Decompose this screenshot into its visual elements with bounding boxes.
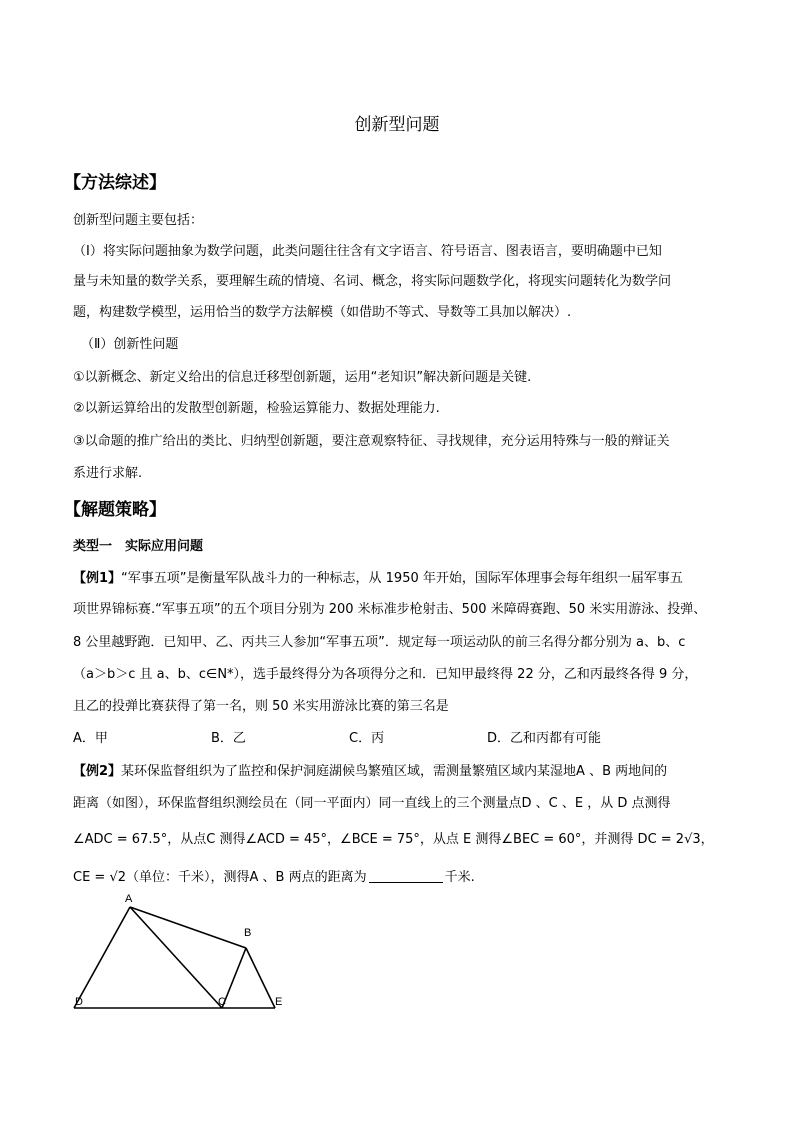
option-b: B．乙 (211, 731, 246, 746)
line-ab (130, 907, 246, 948)
method-item3-line1: ③以命题的推广给出的类比、归纳型创新题，要注意观察特征、寻找规律，充分运用特殊与一般的辩证关 (73, 434, 670, 449)
point-label-a: A (125, 893, 133, 905)
line-be (246, 948, 275, 1008)
example2-line2: 距离（如图），环保监督组织测绘员在（同一平面内）同一直线上的三个测量点D 、C 、E ，从 D 点测得 (73, 796, 671, 811)
line-ac (130, 907, 222, 1008)
example2-text4a: CE = √2（单位：千米），测得A 、B 两点的距离为 (73, 870, 367, 885)
example2-text4b: 千米. (444, 870, 475, 885)
example2-text1: 某环保监督组织为了监控和保护洞庭湖候鸟繁殖区域，需测量繁殖区域内某湿地A 、B 两地间的 (121, 764, 668, 779)
example2-tag: 【例2】 (73, 764, 122, 779)
point-label-c: C (218, 996, 226, 1008)
method-intro: 创新型问题主要包括： (73, 213, 204, 228)
method-part1-line1: （Ⅰ）将实际问题抽象为数学问题，此类问题往往含有文字语言、符号语言、图表语言，要明确题中已知 (73, 244, 662, 259)
type1-heading: 类型一 实际应用问题 (73, 539, 204, 554)
example1-line4: （a＞b＞c 且 a、b、c∈N*），选手最终得分为各项得分之和．已知甲最终得 22 分，乙和丙最终各得 9 分， (73, 667, 698, 682)
page-title: 创新型问题 (354, 115, 440, 135)
method-item1: ①以新概念、新定义给出的信息迁移型创新题，运用“老知识”解决新问题是关键. (73, 370, 532, 385)
method-part1-line2: 量与未知量的数学关系，要理解生疏的情境、名词、概念，将实际问题数学化，将现实问题转化为数学问 (73, 274, 672, 289)
example1-line2: 项世界锦标赛.“军事五项”的五个项目分别为 200 米标准步枪射击、500 米障碍赛跑、50 米实用游泳、投弹、 (73, 602, 707, 617)
option-d: D．乙和丙都有可能 (487, 731, 602, 746)
point-label-d: D (75, 996, 83, 1008)
example1-line3: 8 公里越野跑．已知甲、乙、丙共三人参加“军事五项”．规定每一项运动队的前三名得分都分别为 a、b、c (73, 635, 686, 650)
method-part1-line3: 题，构建数学模型，运用恰当的数学方法解模（如借助不等式、导数等工具加以解决）. (73, 305, 572, 320)
example2-line3: ∠ADC = 67.5°，从点C 测得∠ACD = 45°，∠BCE = 75°，从点 E 测得∠BEC = 60°，并测得 DC = 2√3， (73, 832, 714, 847)
method-item3-line2: 系进行求解. (73, 466, 143, 481)
line-da (74, 907, 130, 1008)
strategy-heading: 【解题策略】 (64, 500, 166, 520)
point-label-e: E (275, 996, 283, 1008)
example1-text1: “军事五项”是衡量军队战斗力的一种标志，从 1950 年开始，国际军体理事会每年组织一届军事五 (121, 571, 683, 586)
method-heading: 【方法综述】 (64, 173, 166, 193)
option-a: A．甲 (73, 731, 108, 746)
method-part2: （Ⅱ）创新性问题 (81, 337, 179, 352)
example1-line5: 且乙的投弹比赛获得了第一名，则 50 米实用游泳比赛的第三名是 (73, 699, 449, 714)
method-item2: ②以新运算给出的发散型创新题，检验运算能力、数据处理能力. (73, 401, 440, 416)
example1-tag: 【例1】 (73, 571, 122, 586)
option-c: C．丙 (349, 731, 385, 746)
point-label-b: B (244, 927, 252, 939)
